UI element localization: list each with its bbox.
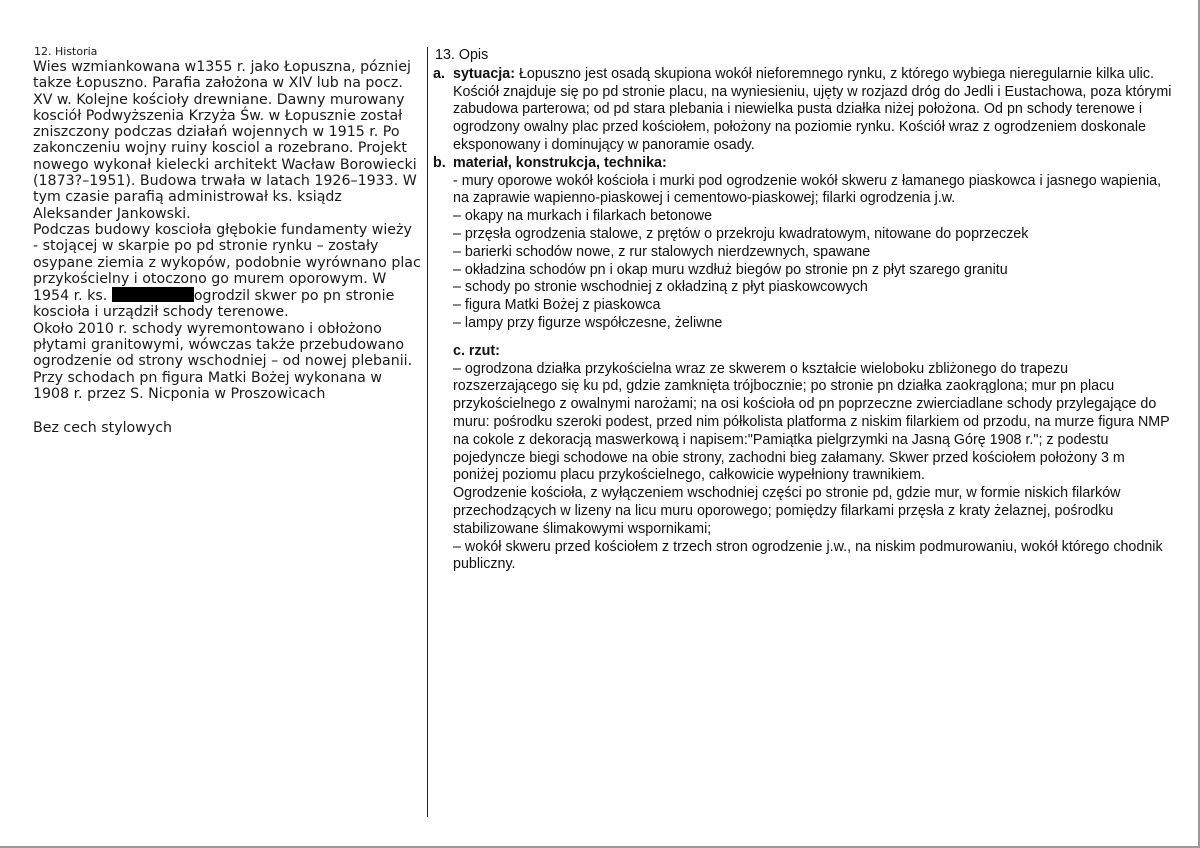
section-c [433,343,1173,574]
history-paragraph-4: Przy schodach pn figura Matki Bożej wykonana w 1908 r. przez S. Nicponia w Proszowicach [33,369,382,402]
history-paragraph-1: Wies wzmiankowana w1355 r. jako Łopuszna, pózniej takze Łopuszno. Parafia założona w XIV lub na pocz. XV w. Kolejne kościoły drewniane. Dawny murowany kosciół Podwyższenia Krzyża Św. w Łopusznie został zniszczony podczas działań wojennych w 1915 r. Po zakonczeniu wojny ruiny kosciol a rozebrano. Projekt nowego wykonał kielecki architekt Wacław Borowiecki (1873?–1951). Budowa trwała w latach 1926–1933. W tym czasie parafią administrował ks. ksiądz Aleksander Jankowski. [33,59,417,222]
section-a [433,66,1173,155]
list-item: – figura Matki Bożej z piaskowca [453,297,661,314]
section-c-paragraph-1: – ogrodzona działka przykościelna wraz ze skwerem o kształcie wieloboku zbliżonego do trapezu rozszerzającego się ku pd, gdzie zamknięta trójbocznie; po stronie pn działka zaokrąglona; mur pn placu przykościelnego z owalnymi narożami; na osi kościoła od pn poprzeczne zwierciadlane schody przylegające do muru: pośrodku szeroki podest, przed nim półkolista platforma z niskim filarkiem od przodu, na murze figura NMP na cokole z dekoracją maswerkową i napisem:"Pamiątka pielgrzymki na Jasną Górę 1908 r."; z podestu pojedyncze biegi schodowe na obie strony, zachodni bieg załamany. Skwer przed kościołem położony 3 m poniżej poziomu placu przykościelnego, całkowicie wypełniony trawnikiem. [453,360,1170,484]
redacted-name-block [112,287,194,302]
section-b-title: materiał, konstrukcja, technika: [453,154,667,171]
list-item: – przęsła ogrodzenia stalowe, z prętów o przekroju kwadratowym, nitowane do poprzeczek [453,225,1029,242]
list-item: – okładzina schodów pn i okap muru wzdłuż biegów po stronie pn z płyt szarego granitu [453,261,1008,278]
list-item: – lampy przy figurze współczesne, żeliwne [453,314,723,331]
list-item: – okapy na murkach i filarkach betonowe [453,208,713,225]
description-column [433,47,1173,574]
history-paragraph-3: Około 2010 r. schody wyremontowano i obłożono płytami granitowymi, wówczas także przebudowano ogrodzenie od strony wschodniej – od nowej plebanii. [33,320,413,370]
section-a-title: sytuacja: [453,65,515,82]
section-c-paragraph-3: – wokół skweru przed kościołem z trzech stron ogrodzenie j.w., na niskim podmurowaniu, wokół którego chodnik publiczny. [453,538,1163,573]
section-b-marker: b. [433,154,446,171]
history-paragraph-5: Bez cech stylowych [33,420,173,437]
section-c-paragraph-2: Ogrodzenie kościoła, z wyłączeniem wschodniej części po stronie pd, gdzie mur, w formie niskich filarków przechodzących w lizeny na licu muru oporowego; pomiędzy filarkami przęsła z kraty żelaznej, pośrodku stabilizowane ślimakowymi wspornikami; [453,485,1121,537]
section-c-title: c. rzut: [453,342,500,359]
history-heading: 12. Historia [34,45,98,58]
section-a-body: Łopuszno jest osadą skupiona wokół nieforemnego rynku, z którego wybiega nieregularnie kilka ulic. Kościół znajduje się po pd stronie placu, na wyniesieniu, ujęty w rozjazd dróg do Jedli i Eustachowa, poza którymi zabudowa parterowa; od pd stara plebania i niewielka pusta działka niżej położona. Od pn schody terenowe i ogrodzony owalny plac przed kościołem, położony na poziomie rynku. Kościół wraz z ogrodzeniem doskonale eksponowany i dominujący w panoramie osady. [453,65,1172,153]
history-paragraph-2 [33,222,421,321]
list-item: – barierki schodów nowe, z rur stalowych nierdzewnych, spawane [453,243,871,260]
section-a-text [453,66,1173,155]
list-item: - mury oporowe wokół kościoła i murki pod ogrodzenie wokół skweru z łamanego piaskowca i jasnego wapienia, na zaprawie wapienno-piaskowej i cementowo-piaskowej; filarki ogrodzenia j.w. [453,172,1162,207]
history-paragraph-2-end: ogrodzil skwer po pn stronie koscioła i urządził schody terenowe. [33,288,395,321]
description-heading: 13. Opis [435,47,489,63]
column-divider [427,47,428,817]
section-b [433,155,1173,333]
list-item: – schody po stronie wschodniej z okładziną z płyt piaskowcowych [453,279,868,296]
history-paragraph-2-start: Podczas budowy koscioła głębokie fundamenty wieży - stojącej w skarpie po pd stronie rynku – zostały osypane ziemia z wykopów, podobnie wyrównano plac przykościelny i otoczono go murem oporowym. W 1954 r. ks. [33,221,421,305]
history-column [33,45,421,437]
section-a-marker: a. [433,65,445,82]
